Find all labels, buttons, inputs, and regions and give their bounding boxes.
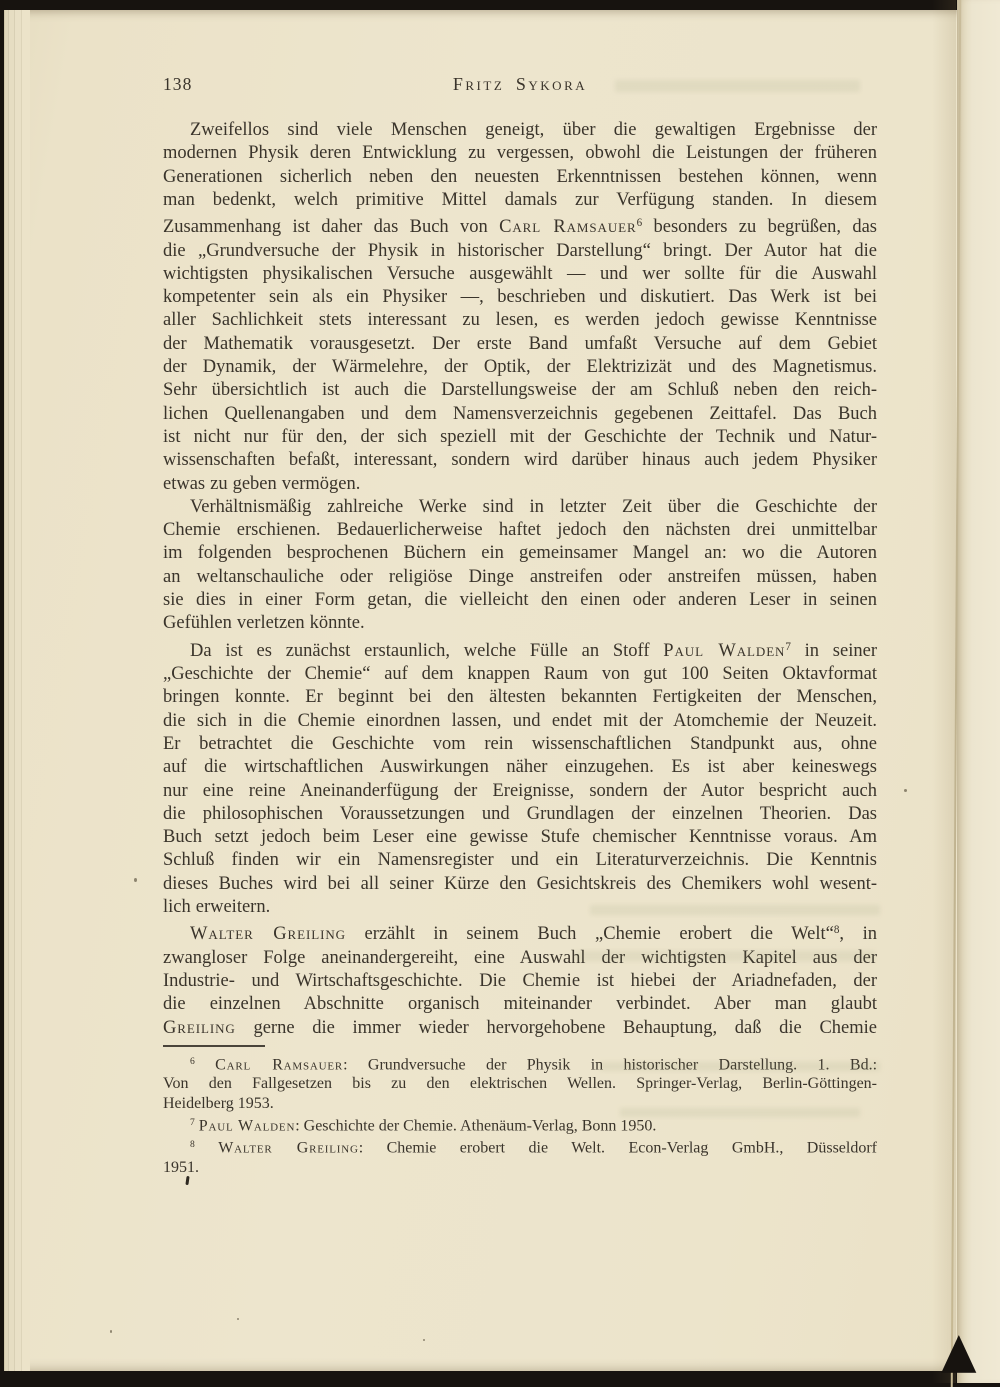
person-name: Paul Walden: [663, 640, 786, 661]
text-line: [163, 309, 877, 332]
text-line: [163, 496, 877, 519]
page-number: 138: [163, 74, 193, 94]
text-line: [163, 212, 877, 239]
text-segment: erzählt in seinem Buch „Chemie erobert die Welt“: [345, 924, 834, 945]
text-line: [163, 142, 877, 165]
text-segment: modernen Physik deren Entwicklung zu vergessen, obwohl die Leistungen der früheren: [163, 143, 877, 164]
text-segment: die „Grundversuche der Physik in historischer Darstellung“ bringt. Der Autor hat die: [163, 240, 877, 261]
text-line: [163, 1135, 877, 1157]
text-line: [163, 803, 877, 826]
person-name: Paul Walden: [198, 1117, 296, 1135]
text-line: [163, 993, 877, 1016]
text-line: [163, 286, 877, 309]
text-segment: an weltanschauliche oder religiöse Dinge anstreifen oder anstreifen müssen, haben: [163, 566, 877, 587]
text-segment: Sehr übersichtlich ist auch die Darstellungsweise der am Schluß neben den reich-: [163, 380, 877, 401]
text-line: [163, 403, 877, 426]
footnote-reference: 7: [785, 640, 791, 653]
footnote-reference: 8: [190, 1139, 195, 1151]
text-line: [163, 1158, 877, 1177]
ink-speck: [423, 1339, 425, 1341]
text-line: [163, 379, 877, 402]
text-line: [163, 240, 877, 263]
page-body: [163, 119, 877, 1040]
text-line: [163, 519, 877, 542]
text-line: [163, 1017, 877, 1040]
ink-speck: [134, 878, 137, 882]
text-segment: in seiner: [790, 640, 877, 661]
text-segment: aller Sachlichkeit stets interessant zu lesen, es werden jedoch gewisse Kenntnisse: [163, 310, 877, 331]
text-line: [163, 636, 877, 663]
text-line: [163, 426, 877, 449]
text-segment: im folgenden besprochenen Büchern ein gemeinsamer Mangel an: wo die Autoren: [163, 543, 877, 564]
page-edge-stack: [4, 10, 30, 1371]
text-segment: nur eine reine Aneinanderfügung der Ereignisse, sondern der Autor bespricht auch: [163, 780, 877, 801]
text-segment: Industrie- und Wirtschaftsgeschichte. Die Chemie ist hiebei der Ariadnefaden, der: [163, 970, 877, 991]
text-line: [163, 333, 877, 356]
text-line: [163, 710, 877, 733]
text-segment: Da ist es zunächst erstaunlich, welche Fülle an Stoff: [190, 640, 664, 661]
text-segment: dieses Buches wird bei all seiner Kürze den Gesichtskreis des Chemikers wohl wesent-: [163, 873, 877, 894]
text-line: [163, 612, 877, 635]
text-segment: : Geschichte der Chemie. Athenäum-Verlag, Bonn 1950.: [295, 1117, 657, 1135]
text-segment: : Chemie erobert die Welt. Econ-Verlag GmbH., Düsseldorf: [358, 1139, 878, 1157]
text-line: [163, 849, 877, 872]
text-segment: Chemie erschienen. Bedauerlicherweise haftet jedoch den nächsten drei unmittelbar: [163, 520, 877, 541]
text-line: [163, 826, 877, 849]
text-segment: Zweifellos sind viele Menschen geneigt, über die gewaltigen Ergebnisse der: [190, 120, 877, 140]
person-name: Carl Ramsauer: [499, 217, 637, 238]
bleed-through-ghost: [615, 80, 860, 92]
text-segment: [195, 1056, 215, 1073]
text-segment: die einzelnen Abschnitte organisch miteinander verbindet. Aber man glaubt: [163, 994, 877, 1015]
bleed-through-ghost: [620, 1108, 860, 1117]
person-name: Carl Ramsauer: [215, 1056, 344, 1074]
text-segment: ist nicht nur für den, der sich speziell mit der Geschichte der Technik und Natur-: [163, 426, 877, 447]
text-segment: bringen konnte. Er beginnt bei den ältesten bekannten Fertigkeiten der Menschen,: [163, 687, 877, 708]
text-segment: wichtigsten physikalischen Versuche ausgewählt — und wer sollte für die Auswahl: [163, 263, 877, 284]
ink-speck: [904, 789, 907, 792]
text-segment: 1951.: [163, 1158, 199, 1176]
text-segment: Buch setzt jedoch beim Leser eine gewisse Stufe chemischer Kenntnisse voraus. Am: [163, 827, 877, 848]
text-segment: der Dynamik, der Wärmelehre, der Optik, der Elektrizizät und des Magnetismus.: [163, 357, 877, 378]
text-line: [163, 686, 877, 709]
text-line: [163, 542, 877, 565]
text-segment: Verhältnismäßig zahlreiche Werke sind in letzter Zeit über die Geschichte der: [190, 496, 877, 517]
text-segment: [195, 1140, 218, 1157]
person-name: Greiling: [163, 1017, 236, 1038]
text-line: [163, 970, 877, 993]
bleed-through-ghost: [575, 951, 875, 961]
text-segment: auf die wirtschaftlichen Auswirkungen näher einzugehen. Es ist aber keineswegs: [163, 757, 877, 778]
bleed-through-ghost: [600, 1062, 880, 1071]
text-segment: gerne die immer wieder hervorgehobene Behauptung, daß die Chemie: [235, 1017, 877, 1038]
text-segment: „Geschichte der Chemie“ auf dem knappen Raum von gut 100 Seiten Oktavformat: [163, 664, 877, 685]
text-line: [163, 263, 877, 286]
ink-speck: [110, 1330, 112, 1333]
text-segment: besonders zu begrüßen, das: [642, 217, 878, 238]
text-segment: wissenschaften befaßt, interessant, sondern wird darüber hinaus auch jedem Physiker: [163, 450, 877, 471]
text-line: [163, 189, 877, 212]
text-line: [163, 356, 877, 379]
text-segment: Schluß finden wir ein Namensregister und ein Literaturverzeichnis. Die Kenntnis: [163, 850, 877, 871]
text-line: [163, 119, 877, 142]
text-segment: Er betrachtet die Geschichte vom rein wissenschaftlichen Standpunkt aus, ohne: [163, 733, 877, 754]
text-line: [163, 1074, 877, 1093]
text-line: [163, 473, 877, 496]
text-segment: Gefühlen verletzen könnte.: [163, 613, 365, 634]
text-segment: zwangloser Folge aneinandergereiht, eine Auswahl der wichtigsten Kapitel aus der: [163, 947, 877, 968]
text-line: [163, 756, 877, 779]
text-line: [163, 663, 877, 686]
text-segment: Von den Fallgesetzen bis zu den elektrischen Wellen. Springer-Verlag, Berlin-Göttingen-: [163, 1075, 877, 1093]
footnote-reference: 8: [833, 924, 840, 937]
text-segment: , in: [839, 924, 877, 945]
text-segment: die sich in die Chemie einordnen lassen, und endet mit der Atomchemie der Neuzeit.: [163, 710, 877, 731]
text-segment: Generationen sicherlich neben den neuesten Erkenntnissen bestehen können, wenn: [163, 166, 877, 187]
ink-speck: [237, 1318, 239, 1320]
footnote-reference: 7: [190, 1116, 195, 1128]
bleed-through-ghost: [590, 905, 880, 915]
text-segment: : Grundversuche der Physik in historischer Darstellung. 1. Bd.:: [343, 1056, 878, 1074]
text-segment: Heidelberg 1953.: [163, 1094, 274, 1112]
text-segment: lichen Quellenangaben und dem Namensverzeichnis gegebenen Zeittafel. Das Buch: [163, 403, 877, 424]
running-head-author: Fritz Sykora: [452, 74, 588, 94]
text-segment: Zusammenhang ist daher das Buch von: [163, 217, 500, 238]
person-name: Walter Greiling: [218, 1139, 359, 1157]
text-line: [163, 780, 877, 803]
text-line: [163, 449, 877, 472]
text-line: [163, 166, 877, 189]
text-line: [163, 733, 877, 756]
footnote-reference: 6: [190, 1056, 195, 1067]
text-line: [163, 873, 877, 896]
facing-page-edge: [957, 0, 1000, 1383]
text-line: [163, 919, 877, 946]
text-segment: etwas zu geben vermögen.: [163, 473, 361, 494]
text-segment: man bedenkt, welch primitive Mittel damals zur Verfügung standen. In diesem: [163, 189, 877, 210]
text-segment: kompetenter sein als ein Physiker —, beschrieben und diskutiert. Das Werk ist bei: [163, 287, 877, 308]
person-name: Walter Greiling: [190, 924, 346, 945]
text-segment: sie dies in einer Form getan, die vielleicht den einen oder anderen Leser in seinen: [163, 590, 877, 611]
footnote-separator-rule: [163, 1045, 265, 1047]
text-line: [163, 589, 877, 612]
text-segment: die philosophischen Voraussetzungen und Grundlagen der einzelnen Theorien. Das: [163, 803, 877, 824]
text-segment: lich erweitern.: [163, 896, 271, 917]
text-segment: der Mathematik vorausgesetzt. Der erste Band umfaßt Versuche auf dem Gebiet: [163, 333, 877, 354]
text-line: [163, 566, 877, 589]
footnote-reference: 6: [636, 217, 643, 230]
